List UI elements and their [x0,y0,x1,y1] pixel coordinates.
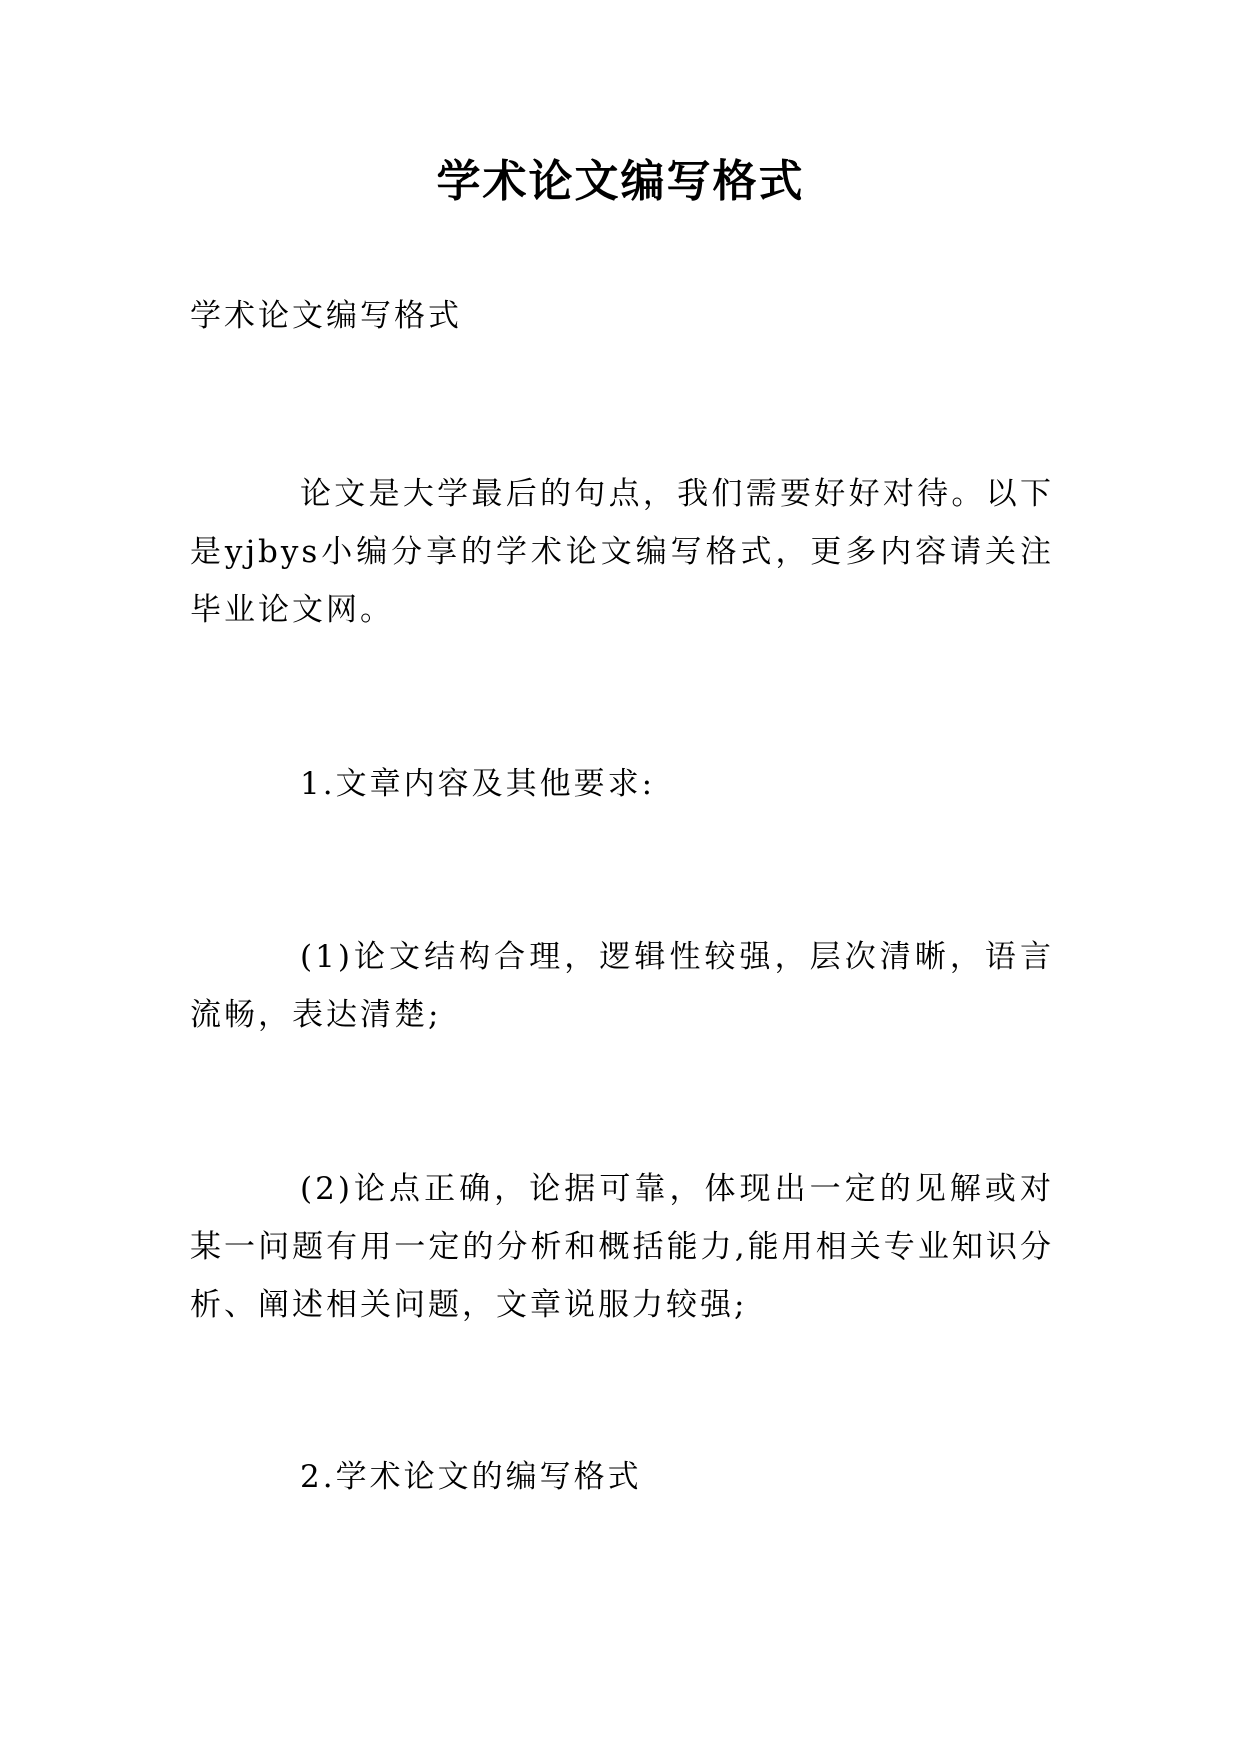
section-heading-2: 2.学术论文的编写格式 [300,1459,642,1495]
intro-paragraph: 论文是大学最后的句点，我们需要好好对待。以下是yjbys小编分享的学术论文编写格式，更多内容请关注毕业论文网。 [190,476,1054,628]
section-heading-1: 1.文章内容及其他要求: [300,766,656,802]
document-title: 学术论文编写格式 [436,156,805,207]
requirement-item-1: (1)论文结构合理，逻辑性较强，层次清晰，语言流畅，表达清楚; [190,939,1054,1033]
requirement-item-2: (2)论点正确，论据可靠，体现出一定的见解或对某一问题有用一定的分析和概括能力,能用相关专业知识分析、阐述相关问题，文章说服力较强; [190,1171,1054,1323]
document-subtitle: 学术论文编写格式 [190,298,462,334]
